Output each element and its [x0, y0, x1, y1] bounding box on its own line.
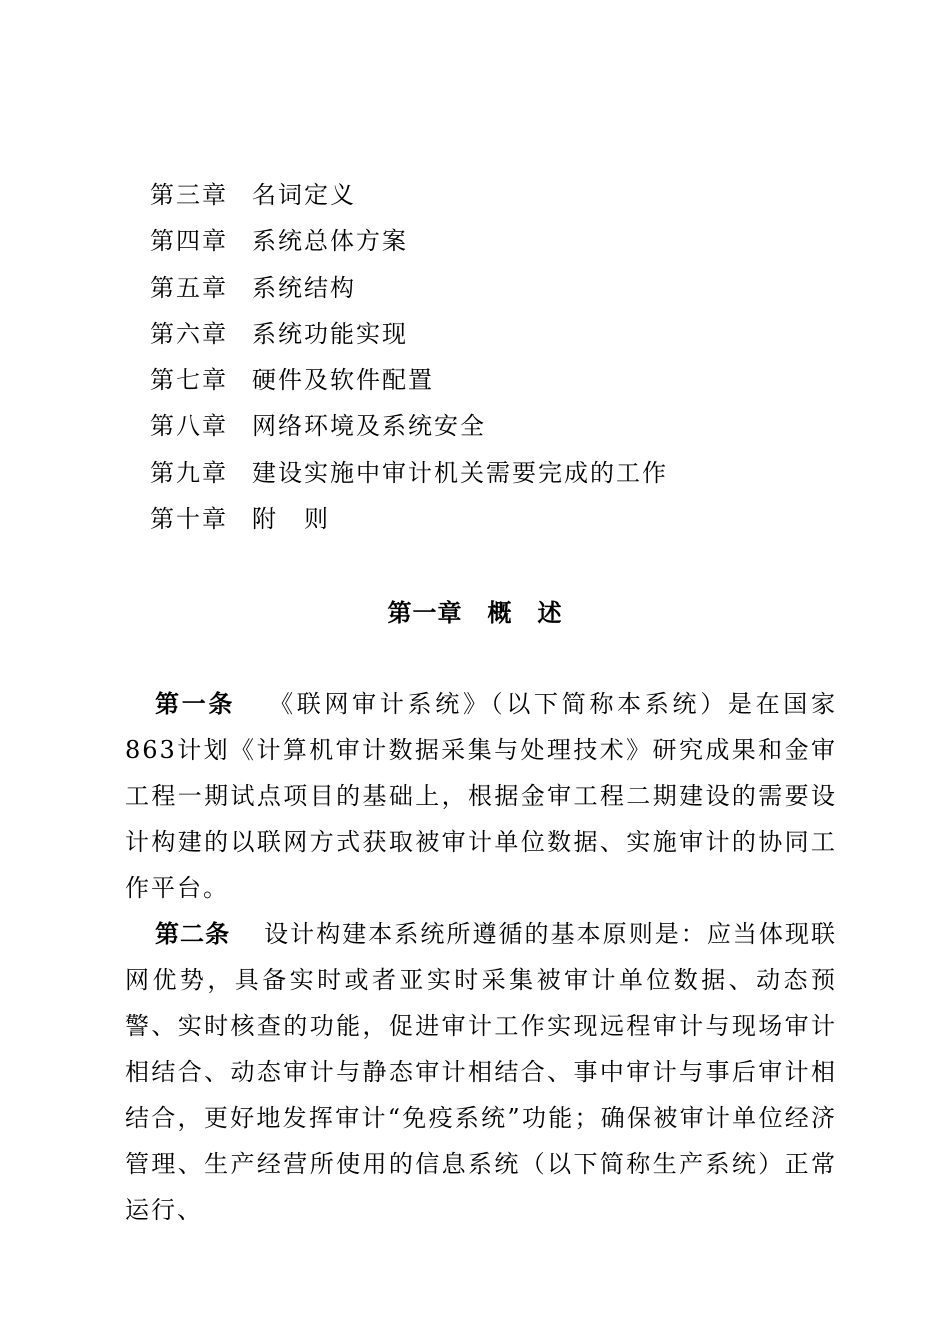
article-text: 《联网审计系统》（以下简称本系统）是在国家863计划《计算机审计数据采集与处理技术》研究成果和金审工程一期试点项目的基础上，根据金审工程二期建设的需要设计构建的以联网方式获取被审计单位数据、实施审计的协同工作平台。 — [125, 690, 838, 902]
article-paragraph — [125, 681, 837, 911]
toc-chapter-number: 第七章 — [150, 366, 228, 395]
toc-chapter-number: 第九章 — [150, 458, 228, 487]
toc-chapter-number: 第四章 — [150, 227, 228, 256]
toc-item[interactable] — [150, 265, 850, 311]
toc-chapter-title: 附 则 — [252, 505, 330, 534]
toc-chapter-title: 系统结构 — [252, 273, 356, 302]
toc-chapter-title: 系统总体方案 — [252, 227, 408, 256]
toc-item[interactable] — [150, 496, 850, 542]
toc-item[interactable] — [150, 403, 850, 449]
toc-item[interactable] — [150, 172, 850, 218]
article-paragraph — [125, 911, 837, 1233]
toc-item[interactable] — [150, 357, 850, 403]
toc-item[interactable] — [150, 218, 850, 264]
article-label: 第一条 — [155, 690, 236, 718]
toc-item[interactable] — [150, 450, 850, 496]
toc-chapter-number: 第十章 — [150, 505, 228, 534]
toc-chapter-number: 第八章 — [150, 412, 228, 441]
article-label: 第二条 — [155, 920, 231, 948]
table-of-contents — [150, 172, 850, 542]
article-text: 设计构建本系统所遵循的基本原则是：应当体现联网优势，具备实时或者亚实时采集被审计单位数据、动态预警、实时核查的功能，促进审计工作实现远程审计与现场审计相结合、动态审计与静态审计相结合、事中审计与事后审计相结合，更好地发挥审计“免疫系统”功能；确保被审计单位经济管理、生产经营所使用的信息系统（以下简称生产系统）正常运行、 — [125, 920, 837, 1224]
chapter-heading: 第一章 概 述 — [387, 599, 563, 627]
toc-item[interactable] — [150, 311, 850, 357]
toc-chapter-number: 第三章 — [150, 181, 228, 209]
toc-chapter-title: 硬件及软件配置 — [252, 366, 434, 395]
toc-chapter-number: 第六章 — [150, 319, 228, 348]
toc-chapter-title: 名词定义 — [252, 181, 356, 209]
toc-chapter-title: 建设实施中审计机关需要完成的工作 — [252, 458, 668, 487]
toc-chapter-title: 网络环境及系统安全 — [252, 412, 486, 441]
toc-chapter-title: 系统功能实现 — [252, 319, 408, 348]
toc-chapter-number: 第五章 — [150, 273, 228, 302]
